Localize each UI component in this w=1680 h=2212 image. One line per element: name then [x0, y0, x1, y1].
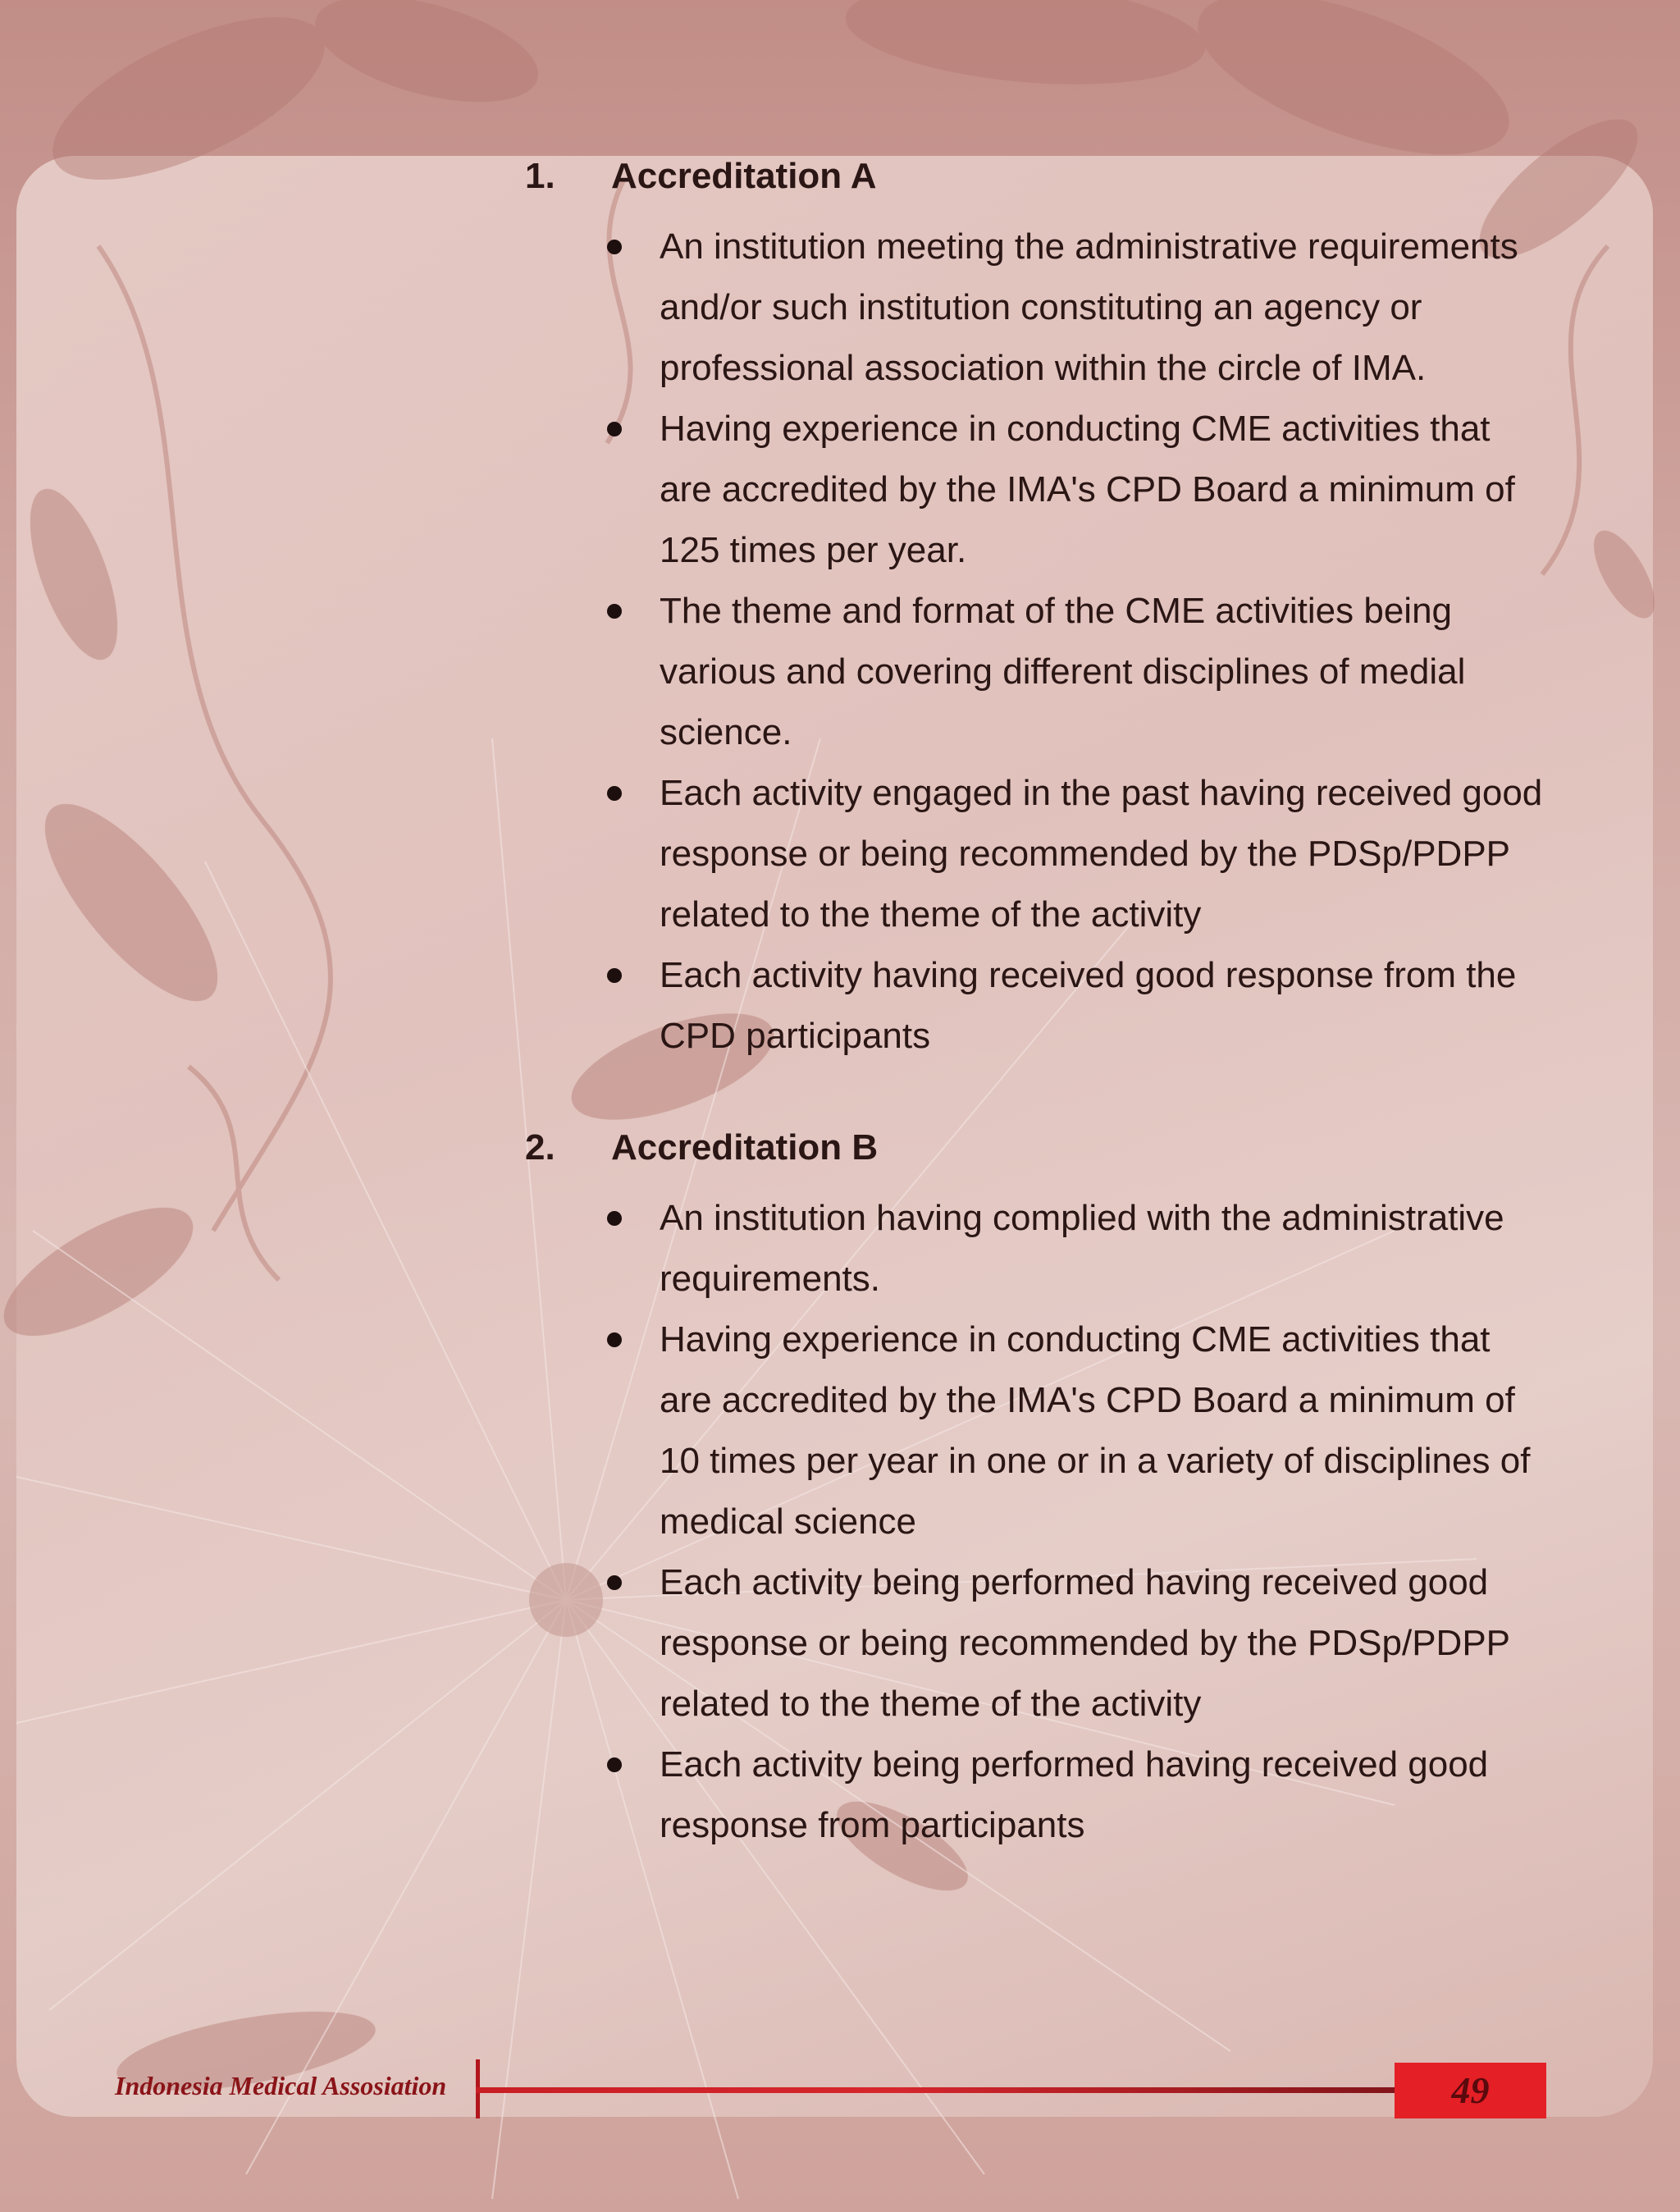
section-number: 2.: [525, 1127, 555, 1168]
page-content: [525, 156, 1550, 1856]
footer-rule: [476, 2087, 1513, 2093]
list-item-text: Having experience in conducting CME activities that are accredited by the IMA's CPD Board a minimum of 125 times per year.: [660, 409, 1515, 570]
section-heading: [525, 1127, 1550, 1188]
bullet-list: [525, 217, 1550, 1067]
bullet-icon: [607, 422, 622, 436]
bullet-icon: [607, 786, 622, 801]
bullet-icon: [607, 604, 622, 619]
list-item: [607, 763, 1550, 945]
bullet-icon: [607, 968, 622, 983]
list-item: [607, 399, 1550, 581]
list-item: [607, 1734, 1550, 1856]
list-item: [607, 945, 1550, 1067]
bullet-list: [525, 1188, 1550, 1856]
bullet-icon: [607, 1575, 622, 1590]
list-item-text: The theme and format of the CME activities being various and covering different disciplines of medial science.: [660, 591, 1466, 752]
section-accreditation-b: [525, 1127, 1550, 1856]
list-item-text: Each activity being performed having received good response from participants: [660, 1744, 1489, 1845]
page-number: 49: [1451, 2069, 1490, 2111]
list-item: [607, 1552, 1550, 1734]
list-item-text: Each activity being performed having received good response or being recommended by the PDSp/PDPP related to the theme of the activity: [660, 1562, 1510, 1724]
list-item-text: Each activity having received good response from the CPD participants: [660, 955, 1517, 1056]
bullet-icon: [607, 1211, 622, 1226]
section-heading: [525, 156, 1550, 217]
list-item: [607, 1309, 1550, 1552]
list-item-text: Having experience in conducting CME activities that are accredited by the IMA's CPD Board a minimum of 10 times per year in one or in a variety of disciplines of medical science: [660, 1319, 1531, 1542]
page-footer: [115, 2059, 1546, 2118]
list-item: [607, 217, 1550, 399]
list-item-text: An institution having complied with the administrative requirements.: [660, 1198, 1504, 1299]
section-accreditation-a: [525, 156, 1550, 1067]
bullet-icon: [607, 1332, 622, 1347]
list-item: [607, 1188, 1550, 1309]
page-number-box: [1395, 2063, 1546, 2118]
section-title: Accreditation B: [611, 1127, 879, 1168]
bullet-icon: [607, 1757, 622, 1772]
list-item: [607, 581, 1550, 763]
list-item-text: An institution meeting the administrative requirements and/or such institution constituting an agency or professional association within the circle of IMA.: [660, 226, 1518, 388]
bullet-icon: [607, 240, 622, 254]
section-title: Accreditation A: [611, 156, 877, 196]
footer-organization: Indonesia Medical Assosiation: [115, 2071, 447, 2100]
section-number: 1.: [525, 156, 555, 196]
list-item-text: Each activity engaged in the past having received good response or being recommended by the PDSp/PDPP related to the theme of the activity: [660, 773, 1543, 935]
